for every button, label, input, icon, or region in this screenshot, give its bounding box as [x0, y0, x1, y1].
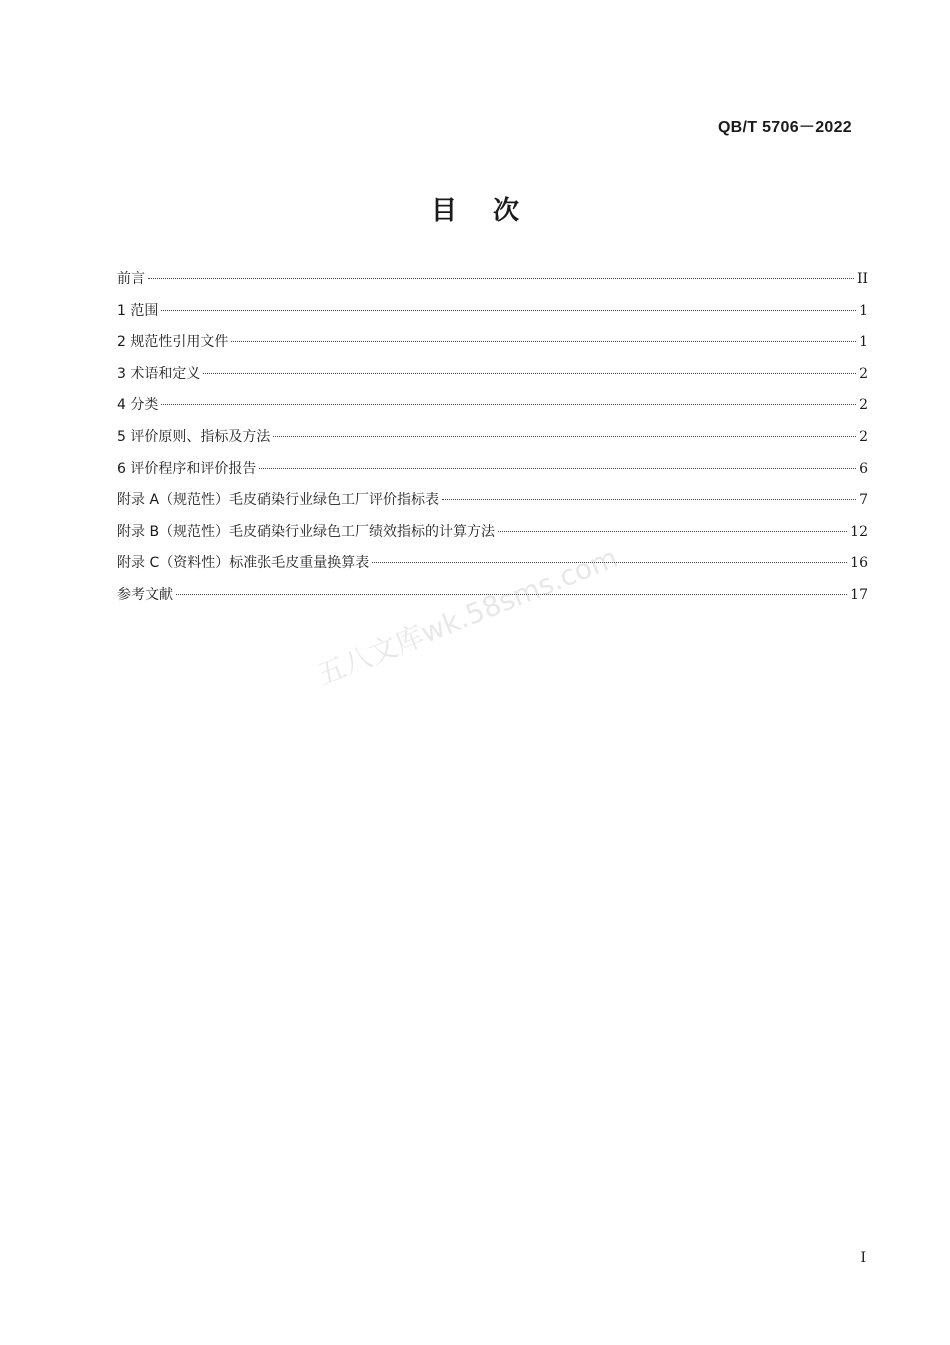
- toc-entry-foreword[interactable]: [117, 268, 868, 300]
- toc-entry-label: 附录 C（资料性）标准张毛皮重量换算表: [117, 555, 370, 572]
- toc-leader-dots: [372, 562, 847, 563]
- toc-entry-label: 前言: [117, 271, 145, 287]
- toc-entry-page: 17: [850, 586, 868, 603]
- toc-entry-label: 3 术语和定义: [117, 365, 201, 382]
- toc-entry-appendix-c[interactable]: [117, 552, 868, 584]
- toc-entry-page: II: [856, 271, 868, 287]
- toc-entry-classification[interactable]: [117, 394, 868, 426]
- toc-leader-dots: [259, 468, 856, 469]
- toc-entry-evaluation-principles[interactable]: [117, 426, 868, 458]
- toc-leader-dots: [148, 278, 854, 279]
- toc-entry-label: 5 评价原则、指标及方法: [117, 428, 271, 445]
- toc-leader-dots: [231, 341, 856, 342]
- toc-entry-bibliography[interactable]: [117, 584, 868, 616]
- toc-entry-label: 参考文献: [117, 586, 173, 603]
- toc-entry-label: 附录 A（规范性）毛皮硝染行业绿色工厂评价指标表: [117, 492, 440, 509]
- toc-entry-page: 2: [859, 365, 868, 382]
- toc-leader-dots: [161, 404, 856, 405]
- toc-entry-appendix-b[interactable]: [117, 521, 868, 553]
- toc-entry-page: 2: [859, 428, 868, 445]
- table-of-contents: [117, 268, 868, 616]
- toc-entry-page: 2: [859, 397, 868, 414]
- toc-entry-label: 附录 B（规范性）毛皮硝染行业绿色工厂绩效指标的计算方法: [117, 523, 496, 540]
- toc-entry-evaluation-procedure[interactable]: [117, 458, 868, 490]
- toc-entry-page: 6: [859, 460, 868, 477]
- toc-leader-dots: [498, 531, 847, 532]
- toc-entry-page: 16: [850, 555, 868, 572]
- toc-entry-appendix-a[interactable]: [117, 489, 868, 521]
- toc-entry-label: 2 规范性引用文件: [117, 334, 229, 351]
- toc-leader-dots: [176, 594, 847, 595]
- toc-entry-page: 1: [859, 302, 868, 319]
- watermark: 五八文库wk.58sms.com: [312, 540, 623, 692]
- toc-entry-scope[interactable]: [117, 300, 868, 332]
- standard-number: QB/T 5706－2022: [717, 119, 852, 136]
- toc-entry-normative-references[interactable]: [117, 331, 868, 363]
- toc-leader-dots: [161, 310, 856, 311]
- toc-entry-label: 1 范围: [117, 302, 159, 319]
- toc-entry-page: 12: [850, 523, 868, 540]
- page-number: I: [860, 1250, 866, 1266]
- toc-entry-page: 7: [859, 492, 868, 509]
- page-title: 目次: [430, 196, 555, 226]
- toc-leader-dots: [442, 499, 856, 500]
- toc-entry-label: 6 评价程序和评价报告: [117, 460, 257, 477]
- toc-leader-dots: [203, 373, 856, 374]
- toc-entry-page: 1: [859, 334, 868, 351]
- toc-entry-terms-definitions[interactable]: [117, 363, 868, 395]
- toc-leader-dots: [273, 436, 856, 437]
- toc-entry-label: 4 分类: [117, 397, 159, 414]
